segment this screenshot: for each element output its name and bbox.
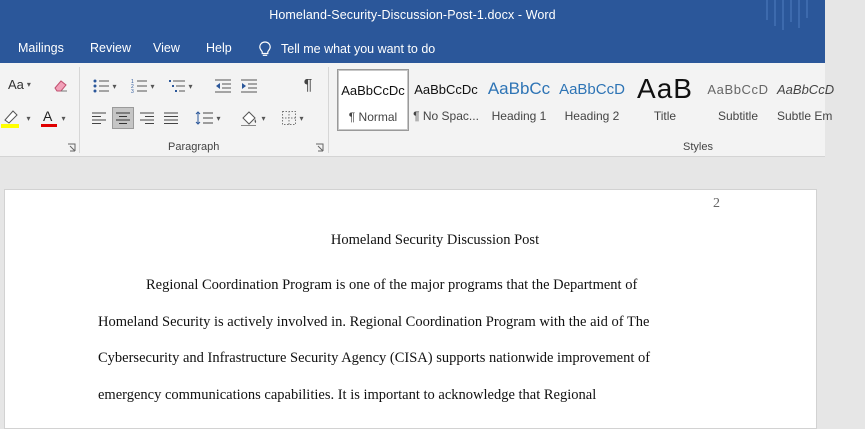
style-heading-2[interactable]	[556, 69, 628, 131]
document-page[interactable]	[4, 189, 817, 429]
styles-gallery	[337, 69, 835, 131]
paragraph-line: Regional Coordination Program is one of the major programs that the Department of	[146, 277, 638, 293]
eraser-icon	[53, 77, 69, 93]
multilevel-list-icon	[169, 79, 185, 93]
chevron-down-icon: ▾	[188, 81, 193, 91]
style-sample: AaBbCcD	[707, 81, 769, 97]
paragraph-group-label: Paragraph	[168, 141, 220, 153]
style-sample: AaBbCcD	[559, 80, 625, 98]
line-spacing-icon	[195, 111, 213, 125]
multilevel-list-button[interactable]	[166, 75, 196, 97]
decrease-indent-button[interactable]	[212, 75, 234, 97]
paragraph-line: emergency communications capabilities. It is important to acknowledge that Regional	[98, 387, 597, 403]
style-name: ¶ Normal	[348, 110, 398, 124]
svg-text:2: 2	[131, 84, 135, 90]
lightbulb-icon	[258, 41, 272, 57]
center-button[interactable]	[112, 107, 134, 129]
line-spacing-button[interactable]	[192, 107, 224, 129]
paragraph-dialog-launcher-icon[interactable]	[315, 143, 324, 152]
borders-button[interactable]	[276, 107, 310, 129]
increase-indent-button[interactable]	[238, 75, 260, 97]
highlighter-icon	[1, 108, 23, 128]
align-left-button[interactable]	[88, 107, 110, 129]
change-case-button[interactable]	[8, 77, 31, 92]
justify-button[interactable]	[160, 107, 182, 129]
style-name: Heading 2	[564, 109, 620, 123]
align-center-icon	[116, 112, 130, 124]
style-name: Title	[653, 109, 677, 123]
show-formatting-button[interactable]	[298, 75, 318, 97]
tell-me-text: Tell me what you want to do	[281, 42, 436, 56]
align-right-icon	[140, 112, 154, 124]
style-heading-1[interactable]	[483, 69, 555, 131]
bullets-button[interactable]	[90, 75, 120, 97]
shading-button[interactable]	[236, 107, 270, 129]
tab-mailings[interactable]: Mailings	[18, 41, 64, 55]
svg-text:1: 1	[131, 79, 135, 85]
tell-me-box[interactable]	[258, 41, 435, 57]
font-dialog-launcher-icon[interactable]	[67, 143, 76, 152]
svg-text:3: 3	[131, 89, 135, 95]
styles-group-label: Styles	[683, 141, 713, 153]
font-color-icon	[40, 108, 58, 128]
chevron-down-icon: ▾	[26, 113, 31, 123]
pilcrow-icon: ¶	[303, 77, 313, 94]
paragraph-line: Homeland Security is actively involved in. Regional Coordination Program with the aid of The	[98, 314, 650, 330]
document-canvas[interactable]	[0, 157, 825, 411]
document-title: Homeland Security Discussion Post	[330, 232, 540, 248]
style-name: Subtle Em	[777, 109, 833, 123]
chevron-down-icon: ▾	[299, 113, 304, 123]
align-left-icon	[92, 112, 106, 124]
ribbon	[0, 63, 835, 157]
tab-help[interactable]: Help	[206, 41, 232, 55]
justify-icon	[164, 112, 178, 124]
window-title: Homeland-Security-Discussion-Post-1.docx - Word	[269, 8, 556, 22]
title-bar	[0, 0, 825, 34]
numbered-list-icon	[131, 79, 147, 93]
style-normal[interactable]	[337, 69, 409, 131]
tab-review[interactable]: Review	[90, 41, 131, 55]
chevron-down-icon: ▾	[150, 81, 155, 91]
highlight-color-button[interactable]	[0, 107, 32, 129]
style-sample: AaBbCcDc	[341, 82, 405, 98]
style-subtle-emphasis[interactable]	[775, 69, 835, 131]
group-separator	[79, 67, 80, 153]
style-sample: AaB	[637, 73, 693, 104]
style-title[interactable]	[629, 69, 701, 131]
align-right-button[interactable]	[136, 107, 158, 129]
clear-formatting-button[interactable]	[52, 75, 70, 95]
style-name: ¶ No Spac...	[413, 109, 479, 123]
style-no-spacing[interactable]	[410, 69, 482, 131]
chevron-down-icon: ▾	[261, 113, 266, 123]
font-color-button[interactable]	[36, 107, 70, 129]
chevron-down-icon: ▾	[61, 113, 66, 123]
style-sample: AaBbCcD	[777, 81, 835, 97]
chevron-down-icon: ▾	[216, 113, 221, 123]
tab-view[interactable]: View	[153, 41, 180, 55]
style-name: Subtitle	[717, 109, 759, 123]
style-sample: AaBbCc	[487, 79, 551, 98]
page-number: 2	[713, 196, 720, 211]
paint-bucket-icon	[240, 110, 258, 126]
ribbon-tabs	[0, 34, 825, 63]
group-separator	[328, 67, 329, 153]
style-sample: AaBbCcDc	[414, 81, 478, 97]
style-subtitle[interactable]	[702, 69, 774, 131]
decrease-indent-icon	[215, 79, 231, 93]
increase-indent-icon	[241, 79, 257, 93]
svg-text:A: A	[43, 108, 53, 124]
paragraph-line: Cybersecurity and Infrastructure Security Agency (CISA) supports nationwide improvement of	[98, 350, 651, 366]
change-case-label: Aa	[8, 77, 24, 92]
title-bar-decoration	[759, 0, 819, 34]
chevron-down-icon: ▾	[26, 80, 31, 89]
borders-icon	[282, 111, 296, 125]
style-name: Heading 1	[491, 109, 547, 123]
chevron-down-icon: ▾	[112, 81, 117, 91]
numbering-button[interactable]	[128, 75, 158, 97]
bullet-list-icon	[93, 79, 109, 93]
